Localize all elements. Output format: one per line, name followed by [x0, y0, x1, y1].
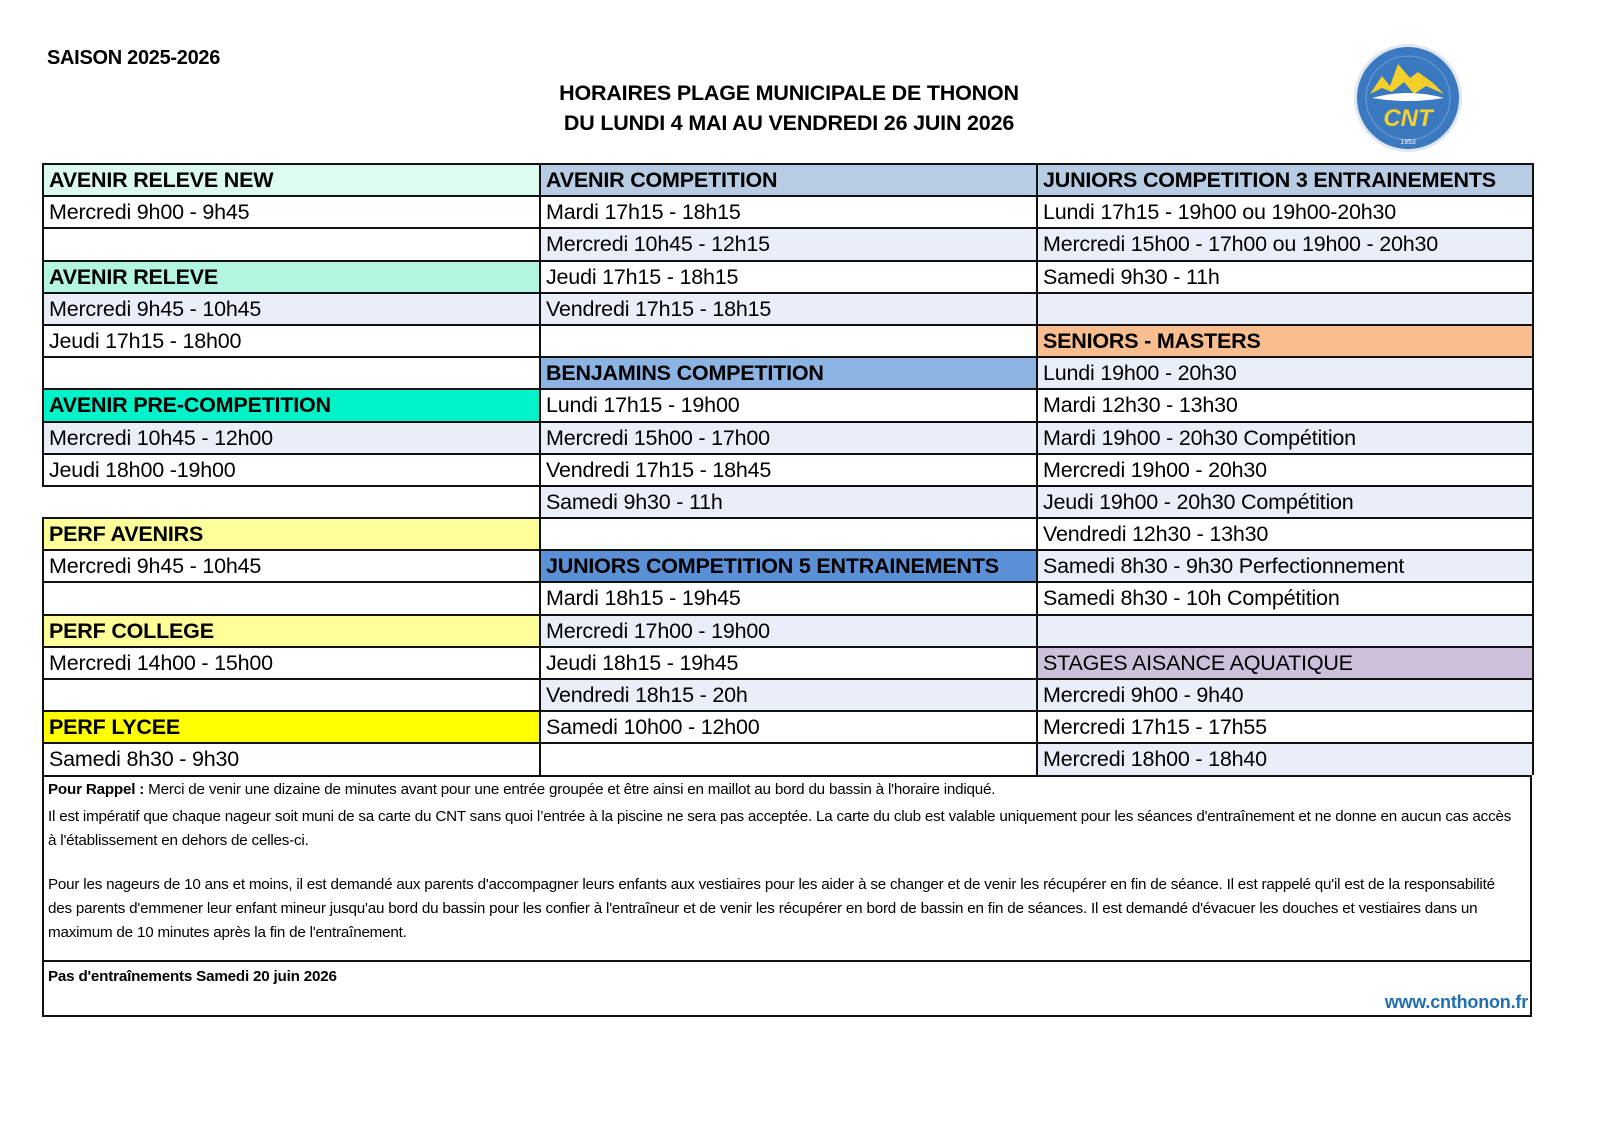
schedule-slot: Vendredi 18h15 - 20h — [539, 678, 1036, 710]
page-title — [0, 78, 1578, 138]
schedule-slot: Mardi 17h15 - 18h15 — [539, 195, 1036, 227]
group-header: AVENIR COMPETITION — [539, 163, 1036, 195]
table-row — [42, 227, 1532, 259]
schedule-slot: Mercredi 17h15 - 17h55 — [1036, 710, 1534, 742]
table-row — [42, 356, 1532, 388]
table-row — [42, 549, 1532, 581]
schedule-slot: Samedi 10h00 - 12h00 — [539, 710, 1036, 742]
card-note: Il est impératif que chaque nageur soit muni de sa carte du CNT sans quoi l’entrée à la piscine ne sera pas acceptée. La carte du club est valable uniquement pour les séances d'entraînement et ne donne en aucun cas accès à l'établissement en dehors de celles-ci. — [48, 808, 1512, 849]
schedule-slot: Mercredi 14h00 - 15h00 — [42, 646, 539, 678]
group-header: PERF COLLEGE — [42, 614, 539, 646]
schedule-slot: Jeudi 19h00 - 20h30 Compétition — [1036, 485, 1534, 517]
empty-cell — [42, 356, 539, 388]
notes-box — [42, 775, 1532, 1017]
schedule-slot: Jeudi 18h15 - 19h45 — [539, 646, 1036, 678]
schedule-slot: Mercredi 15h00 - 17h00 — [539, 421, 1036, 453]
schedule-slot: Vendredi 17h15 - 18h15 — [539, 292, 1036, 324]
schedule-slot: Jeudi 17h15 - 18h00 — [42, 324, 539, 356]
table-row — [42, 678, 1532, 710]
schedule-slot: Mercredi 10h45 - 12h15 — [539, 227, 1036, 259]
parents-note: Pour les nageurs de 10 ans et moins, il est demandé aux parents d'accompagner leurs enfants aux vestiaires pour les aider à se changer et de venir les récupérer en fin de séance. Il est rappelé qu'il est de la responsabilité des parents d'emmener leur enfant mineur jusqu'au bord du bassin pour les confier à l'entraîneur et de venir les récupérer en bord de bassin en fin de séances. Il est demandé d'évacuer les douches et vestiaires dans un maximum de 10 minutes après la fin de l'entraînement. — [48, 876, 1495, 941]
logo-year: 1953 — [1400, 139, 1416, 146]
schedule-slot: Mercredi 9h00 - 9h40 — [1036, 678, 1534, 710]
table-row — [42, 421, 1532, 453]
group-header: AVENIR PRE-COMPETITION — [42, 388, 539, 420]
empty-cell — [42, 581, 539, 613]
schedule-slot: Mercredi 10h45 - 12h00 — [42, 421, 539, 453]
schedule-slot: Jeudi 18h00 -19h00 — [42, 453, 539, 485]
logo-letters: CNT — [1383, 105, 1433, 132]
empty-cell — [1036, 614, 1534, 646]
table-row — [42, 710, 1532, 742]
schedule-slot: Mercredi 9h45 - 10h45 — [42, 549, 539, 581]
group-header: STAGES AISANCE AQUATIQUE — [1036, 646, 1534, 678]
schedule-slot: Mardi 18h15 - 19h45 — [539, 581, 1036, 613]
schedule-slot: Mercredi 9h45 - 10h45 — [42, 292, 539, 324]
schedule-slot: Mardi 12h30 - 13h30 — [1036, 388, 1534, 420]
no-training-note: Pas d'entraînements Samedi 20 juin 2026 — [48, 968, 337, 985]
empty-cell — [1036, 292, 1534, 324]
title-line-2: DU LUNDI 4 MAI AU VENDREDI 26 JUIN 2026 — [563, 111, 1015, 135]
schedule-slot: Samedi 8h30 - 9h30 — [42, 742, 539, 774]
website-link[interactable]: www.cnthonon.fr — [1384, 992, 1528, 1012]
table-row — [42, 260, 1532, 292]
group-header: PERF LYCEE — [42, 710, 539, 742]
table-row — [42, 614, 1532, 646]
empty-cell — [42, 227, 539, 259]
schedule-slot: Samedi 8h30 - 10h Compétition — [1036, 581, 1534, 613]
schedule-table — [42, 163, 1532, 777]
group-header: SENIORS - MASTERS — [1036, 324, 1534, 356]
season-label: SAISON 2025-2026 — [47, 47, 221, 69]
table-row — [42, 292, 1532, 324]
group-header: JUNIORS COMPETITION 3 ENTRAINEMENTS — [1036, 163, 1534, 195]
empty-cell — [42, 678, 539, 710]
table-row — [42, 163, 1532, 195]
club-logo-icon — [1352, 42, 1464, 154]
empty-cell — [539, 517, 1036, 549]
group-header: PERF AVENIRS — [42, 517, 539, 549]
schedule-slot: Mercredi 15h00 - 17h00 ou 19h00 - 20h30 — [1036, 227, 1534, 259]
schedule-slot: Vendredi 12h30 - 13h30 — [1036, 517, 1534, 549]
schedule-slot: Mercredi 19h00 - 20h30 — [1036, 453, 1534, 485]
table-row — [42, 517, 1532, 549]
table-row — [42, 742, 1532, 774]
table-row — [42, 324, 1532, 356]
group-header: AVENIR RELEVE NEW — [42, 163, 539, 195]
schedule-slot: Samedi 9h30 - 11h — [539, 485, 1036, 517]
notes-divider — [44, 960, 1530, 962]
schedule-slot: Mercredi 9h00 - 9h45 — [42, 195, 539, 227]
empty-cell — [539, 742, 1036, 774]
schedule-slot: Lundi 19h00 - 20h30 — [1036, 356, 1534, 388]
table-row — [42, 195, 1532, 227]
reminder-text: Merci de venir une dizaine de minutes avant pour une entrée groupée et être ainsi en maillot au bord du bassin à l'horaire indiqué. — [144, 781, 996, 798]
title-line-1: HORAIRES PLAGE MUNICIPALE DE THONON — [559, 81, 1019, 105]
reminder-label: Pour Rappel : — [48, 781, 145, 798]
schedule-slot: Samedi 9h30 - 11h — [1036, 260, 1534, 292]
schedule-slot: Lundi 17h15 - 19h00 ou 19h00-20h30 — [1036, 195, 1534, 227]
empty-cell — [539, 324, 1036, 356]
schedule-slot: Vendredi 17h15 - 18h45 — [539, 453, 1036, 485]
table-row — [42, 388, 1532, 420]
group-header: JUNIORS COMPETITION 5 ENTRAINEMENTS — [539, 549, 1036, 581]
schedule-slot: Jeudi 17h15 - 18h15 — [539, 260, 1036, 292]
table-row — [42, 453, 1532, 485]
group-header: BENJAMINS COMPETITION — [539, 356, 1036, 388]
schedule-slot: Mercredi 17h00 - 19h00 — [539, 614, 1036, 646]
group-header: AVENIR RELEVE — [42, 260, 539, 292]
schedule-slot: Mercredi 18h00 - 18h40 — [1036, 742, 1534, 774]
empty-cell — [42, 485, 539, 517]
schedule-slot: Lundi 17h15 - 19h00 — [539, 388, 1036, 420]
reminder-note — [48, 778, 1520, 802]
schedule-slot: Mardi 19h00 - 20h30 Compétition — [1036, 421, 1534, 453]
table-row — [42, 646, 1532, 678]
table-row — [42, 581, 1532, 613]
schedule-slot: Samedi 8h30 - 9h30 Perfectionnement — [1036, 549, 1534, 581]
table-row — [42, 485, 1532, 517]
